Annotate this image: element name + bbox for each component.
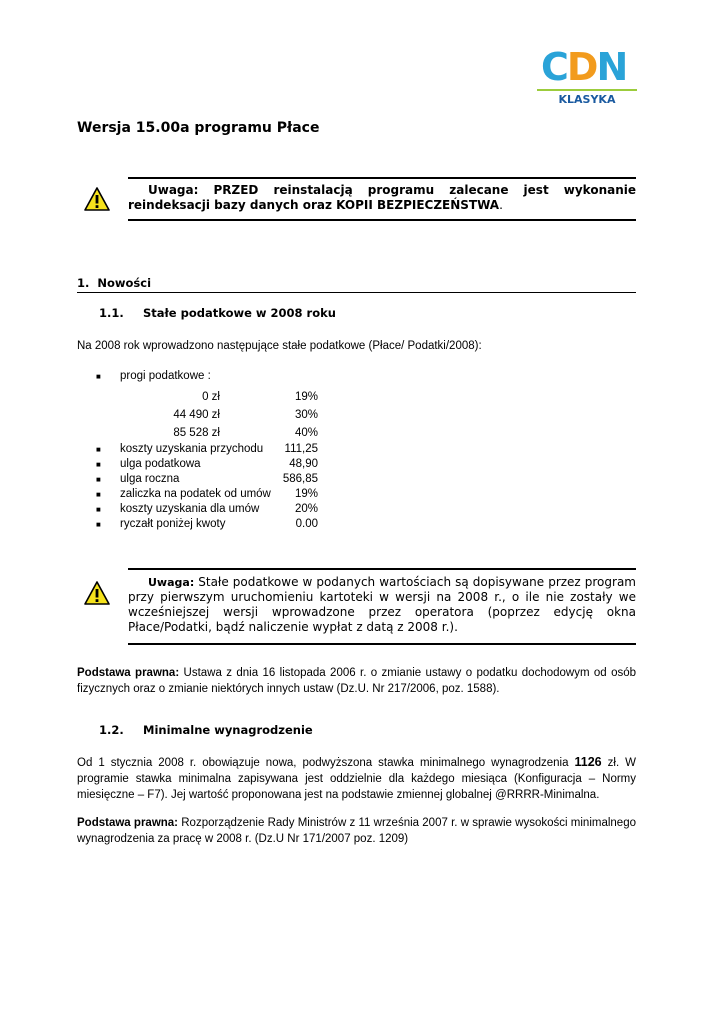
warning-box-reinstall bbox=[128, 177, 636, 221]
list-item-label: progi podatkowe : bbox=[120, 370, 211, 382]
list-item-label: ulga roczna bbox=[120, 473, 180, 485]
legal-basis-paragraph bbox=[77, 665, 636, 697]
list-item-value: 111,25 bbox=[284, 443, 318, 455]
legal-basis-text: Ustawa z dnia 16 listopada 2006 r. o zmianie ustawy o podatku dochodowym od osób fizycznych oraz o zmianie niektórych innych ustaw (Dz.U. Nr 217/2006, poz. 1588). bbox=[77, 667, 637, 695]
bullet-icon: ■ bbox=[96, 475, 101, 484]
warning-tax-constants-text: Stałe podatkowe w podanych wartościach są dopisywane przez program przy pierwszym uruchomieniu kartoteki w wersji na 2008 r., o ile nie zostały we wcześniejszej wersji wprowadzone przez operatora (poprzez edycję okna Płace/Podatki, bądź naliczenie wypłat z datą z 2008 r.). bbox=[128, 575, 636, 634]
minimum-wage-paragraph bbox=[77, 754, 636, 803]
list-item-value: 0.00 bbox=[295, 518, 318, 530]
subsection-title: Stałe podatkowe w 2008 roku bbox=[143, 306, 336, 320]
subsection-title: Minimalne wynagrodzenie bbox=[143, 723, 313, 737]
subsection-number: 1.2. bbox=[99, 723, 124, 737]
list-item-label: koszty uzyskania dla umów bbox=[120, 503, 260, 515]
list-item-value: 19% bbox=[294, 488, 318, 500]
threshold-amount: 85 528 zł bbox=[173, 427, 220, 439]
minimum-wage-text-a: Od 1 stycznia 2008 r. obowiązuje nowa, podwyższona stawka minimalnego wynagrodzenia bbox=[77, 757, 575, 769]
list-item-label: koszty uzyskania przychodu bbox=[120, 443, 264, 455]
list-item-label: ryczałt poniżej kwoty bbox=[120, 518, 226, 530]
logo-subtitle: KLASYKA bbox=[537, 89, 637, 109]
threshold-rate: 30% bbox=[294, 409, 318, 421]
legal-basis-label: Podstawa prawna: bbox=[77, 667, 180, 679]
minimum-wage-amount: 1126 bbox=[574, 755, 602, 769]
minimum-wage-text-b: zł. W programie stawka minimalna zapisywana jest oddzielnie dla każdego miesiąca (Konfiguracja – Normy miesięczne – F7). Jej wartość proponowana jest na podstawie zmiennej globalnej @RRRR-Minimalna. bbox=[77, 757, 636, 801]
bullet-icon: ■ bbox=[96, 490, 101, 499]
threshold-rate: 19% bbox=[294, 391, 318, 403]
list-item-value: 586,85 bbox=[282, 473, 318, 485]
bullet-icon: ■ bbox=[96, 520, 101, 529]
list-item-value: 48,90 bbox=[289, 458, 318, 470]
list-item-label: zaliczka na podatek od umów bbox=[120, 488, 271, 500]
bullet-icon: ■ bbox=[96, 372, 101, 381]
subsection-number: 1.1. bbox=[99, 306, 124, 320]
bullet-icon: ■ bbox=[96, 460, 101, 469]
logo-letter-n: N bbox=[596, 45, 627, 89]
threshold-amount: 0 zł bbox=[202, 391, 220, 403]
warning-label: Uwaga: bbox=[148, 576, 195, 589]
logo-letter-c: C bbox=[541, 45, 567, 89]
bullet-icon: ■ bbox=[96, 505, 101, 514]
cdn-klasyka-logo bbox=[537, 45, 637, 107]
page-title: Wersja 15.00a programu Płace bbox=[77, 120, 320, 136]
section-heading-news: 1. Nowości bbox=[77, 276, 636, 293]
legal-basis-paragraph-2 bbox=[77, 815, 636, 847]
bullet-icon: ■ bbox=[96, 445, 101, 454]
threshold-rate: 40% bbox=[294, 427, 318, 439]
list-item-label: ulga podatkowa bbox=[120, 458, 201, 470]
subsection-heading-minimum-wage bbox=[99, 723, 313, 737]
warning-box-tax-constants bbox=[128, 568, 636, 645]
list-item-value: 20% bbox=[294, 503, 318, 515]
legal-basis-label: Podstawa prawna: bbox=[77, 817, 179, 829]
intro-paragraph: Na 2008 rok wprowadzono następujące stałe podatkowe (Płace/ Podatki/2008): bbox=[77, 340, 482, 352]
warning-icon bbox=[84, 580, 110, 606]
warning-reinstall-period: . bbox=[499, 198, 503, 212]
threshold-amount: 44 490 zł bbox=[173, 409, 220, 421]
legal-basis-text: Rozporządzenie Rady Ministrów z 11 września 2007 r. w sprawie wysokości minimalnego wynagrodzenia za pracę w 2008 r. (Dz.U Nr 171/2007 poz. 1209) bbox=[77, 817, 636, 845]
warning-reinstall-text: Uwaga: PRZED reinstalacją programu zalecane jest wykonanie reindeksacji bazy danych oraz KOPII BEZPIECZEŃSTWA bbox=[128, 183, 636, 212]
subsection-heading-tax-constants bbox=[99, 306, 336, 320]
warning-icon bbox=[84, 186, 110, 212]
logo-letter-d: D bbox=[566, 45, 597, 89]
